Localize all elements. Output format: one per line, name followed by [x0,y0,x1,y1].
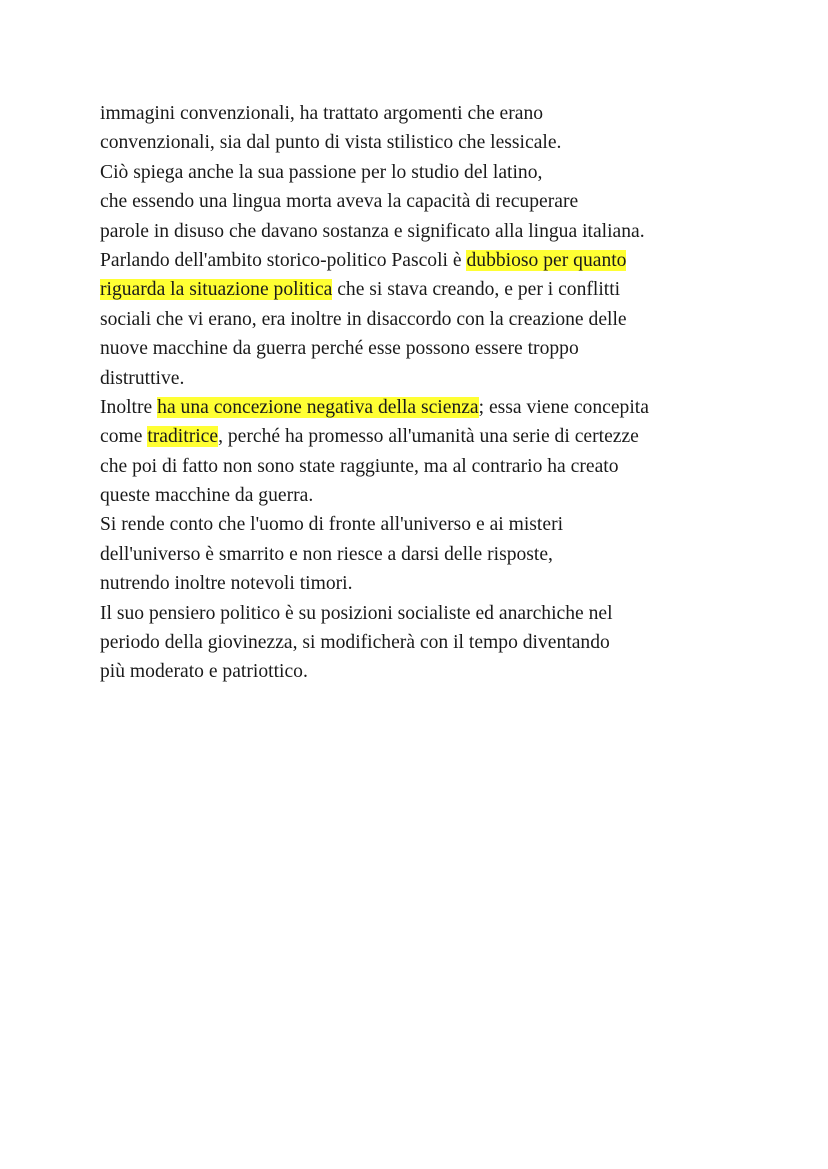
text-line [100,275,800,304]
text-segment: sociali che vi erano, era inoltre in disaccordo con la creazione delle [100,308,627,330]
body-text [100,99,800,687]
text-line [100,305,800,334]
text-segment: Il suo pensiero politico è su posizioni socialiste ed anarchiche nel [100,602,613,624]
text-segment: , perché ha promesso all'umanità una serie di certezze [218,426,639,448]
text-line [100,569,800,598]
text-segment: parole in disuso che davano sostanza e significato alla lingua italiana. [100,220,645,242]
text-line [100,128,800,157]
text-segment: che si stava creando, e per i conflitti [332,279,621,301]
text-line [100,187,800,216]
text-line [100,158,800,187]
text-segment: nuove macchine da guerra perché esse possono essere troppo [100,338,579,360]
text-line [100,364,800,393]
text-segment: più moderato e patriottico. [100,661,308,683]
text-line [100,481,800,510]
text-line [100,510,800,539]
highlighted-text: traditrice [147,426,219,448]
text-line [100,422,800,451]
text-line [100,657,800,686]
text-segment: come [100,426,148,448]
highlighted-text: ha una concezione negativa della scienza [157,396,479,418]
text-segment: nutrendo inoltre notevoli timori. [100,573,353,595]
text-segment: ; essa viene concepita [478,396,649,418]
text-segment: convenzionali, sia dal punto di vista stilistico che lessicale. [100,132,562,154]
text-segment: che essendo una lingua morta aveva la capacità di recuperare [100,191,579,213]
text-line [100,217,800,246]
text-line [100,540,800,569]
text-line [100,452,800,481]
text-segment: Si rende conto che l'uomo di fronte all'universo e ai misteri [100,514,564,536]
text-segment: dell'universo è smarrito e non riesce a darsi delle risposte, [100,543,553,565]
text-line [100,599,800,628]
text-segment: periodo della giovinezza, si modificherà con il tempo diventando [100,632,610,654]
text-segment: Inoltre [100,396,158,418]
text-segment: immagini convenzionali, ha trattato argomenti che erano [100,103,544,124]
text-line [100,393,800,422]
text-line [100,246,800,275]
highlighted-text: riguarda la situazione politica [100,279,333,301]
text-segment: distruttive. [100,367,185,389]
text-segment: che poi di fatto non sono state raggiunte, ma al contrario ha creato [100,455,619,477]
text-line [100,334,800,363]
text-segment: Parlando dell'ambito storico-politico Pascoli è [100,249,467,271]
text-line [100,99,800,128]
highlighted-text: dubbioso per quanto [466,249,627,271]
text-segment: queste macchine da guerra. [100,485,314,507]
text-segment: Ciò spiega anche la sua passione per lo studio del latino, [100,161,543,183]
text-line [100,628,800,657]
